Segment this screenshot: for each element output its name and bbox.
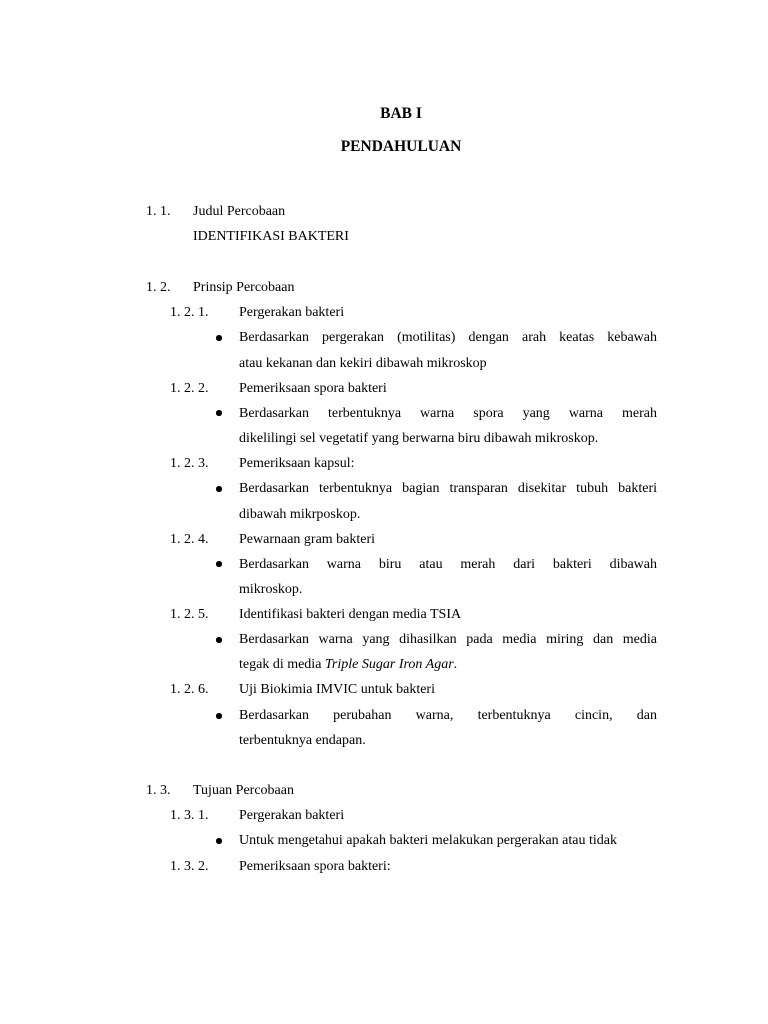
section-title: Judul Percobaan	[193, 204, 286, 219]
bullet-text: Berdasarkan perubahan warna, terbentuknya cincin, dan	[239, 708, 657, 723]
bullet-icon	[216, 410, 222, 416]
bullet-text-prefix: tegak di media	[239, 657, 325, 672]
bullet-text: Berdasarkan warna biru atau merah dari bakteri dibawah	[239, 557, 657, 572]
bullet-text-continuation: mikroskop.	[239, 582, 303, 597]
subsection-title: Pemeriksaan spora bakteri:	[239, 859, 391, 874]
bullet-icon	[216, 838, 222, 844]
bullet-text-continuation: dikelilingi sel vegetatif yang berwarna biru dibawah mikroskop.	[239, 431, 599, 446]
bullet-text: Berdasarkan pergerakan (motilitas) dengan arah keatas kebawah	[239, 330, 657, 345]
subsection-title: Identifikasi bakteri dengan media TSIA	[239, 607, 462, 622]
bullet-text-continuation: atau kekanan dan kekiri dibawah mikroskop	[239, 356, 487, 371]
subsection-number: 1. 2. 5.	[170, 607, 209, 622]
subsection-title: Pergerakan bakteri	[239, 305, 345, 320]
section-number: 1. 3.	[146, 783, 171, 798]
subsection-number: 1. 2. 4.	[170, 532, 209, 547]
bullet-text: Berdasarkan terbentuknya bagian transparan disekitar tubuh bakteri	[239, 481, 657, 496]
bullet-text-continuation: dibawah mikrposkop.	[239, 507, 361, 522]
bullet-text: Berdasarkan warna yang dihasilkan pada media miring dan media	[239, 632, 657, 647]
section-number: 1. 2.	[146, 280, 171, 295]
subsection-number: 1. 2. 1.	[170, 305, 209, 320]
bullet-text: Berdasarkan terbentuknya warna spora yang warna merah	[239, 406, 657, 421]
bullet-text-continuation: terbentuknya endapan.	[239, 733, 366, 748]
subsection-title: Pergerakan bakteri	[239, 808, 345, 823]
bullet-text-suffix: .	[453, 657, 458, 672]
subsection-number: 1. 2. 3.	[170, 456, 209, 471]
bullet-icon	[216, 335, 222, 341]
section-title: Prinsip Percobaan	[193, 280, 295, 295]
bullet-icon	[216, 486, 222, 492]
bullet-icon	[216, 637, 222, 643]
bullet-icon	[216, 561, 222, 567]
subsection-number: 1. 3. 1.	[170, 808, 209, 823]
subsection-title: Uji Biokimia IMVIC untuk bakteri	[239, 682, 435, 697]
subsection-number: 1. 2. 6.	[170, 682, 209, 697]
subsection-number: 1. 3. 2.	[170, 859, 209, 874]
bullet-text-continuation	[239, 656, 457, 674]
section-body: IDENTIFIKASI BAKTERI	[193, 229, 349, 244]
subsection-number: 1. 2. 2.	[170, 381, 209, 396]
section-number: 1. 1.	[146, 204, 171, 219]
subsection-title: Pewarnaan gram bakteri	[239, 532, 376, 547]
subsection-title: Pemeriksaan kapsul:	[239, 456, 355, 471]
chapter-title: PENDAHULUAN	[340, 138, 462, 155]
media-name-italic: Triple Sugar Iron Agar	[324, 657, 454, 672]
chapter-number: BAB I	[380, 105, 422, 122]
bullet-text: Untuk mengetahui apakah bakteri melakukan pergerakan atau tidak	[239, 833, 617, 848]
bullet-icon	[216, 713, 222, 719]
section-title: Tujuan Percobaan	[193, 783, 294, 798]
subsection-title: Pemeriksaan spora bakteri	[239, 381, 387, 396]
